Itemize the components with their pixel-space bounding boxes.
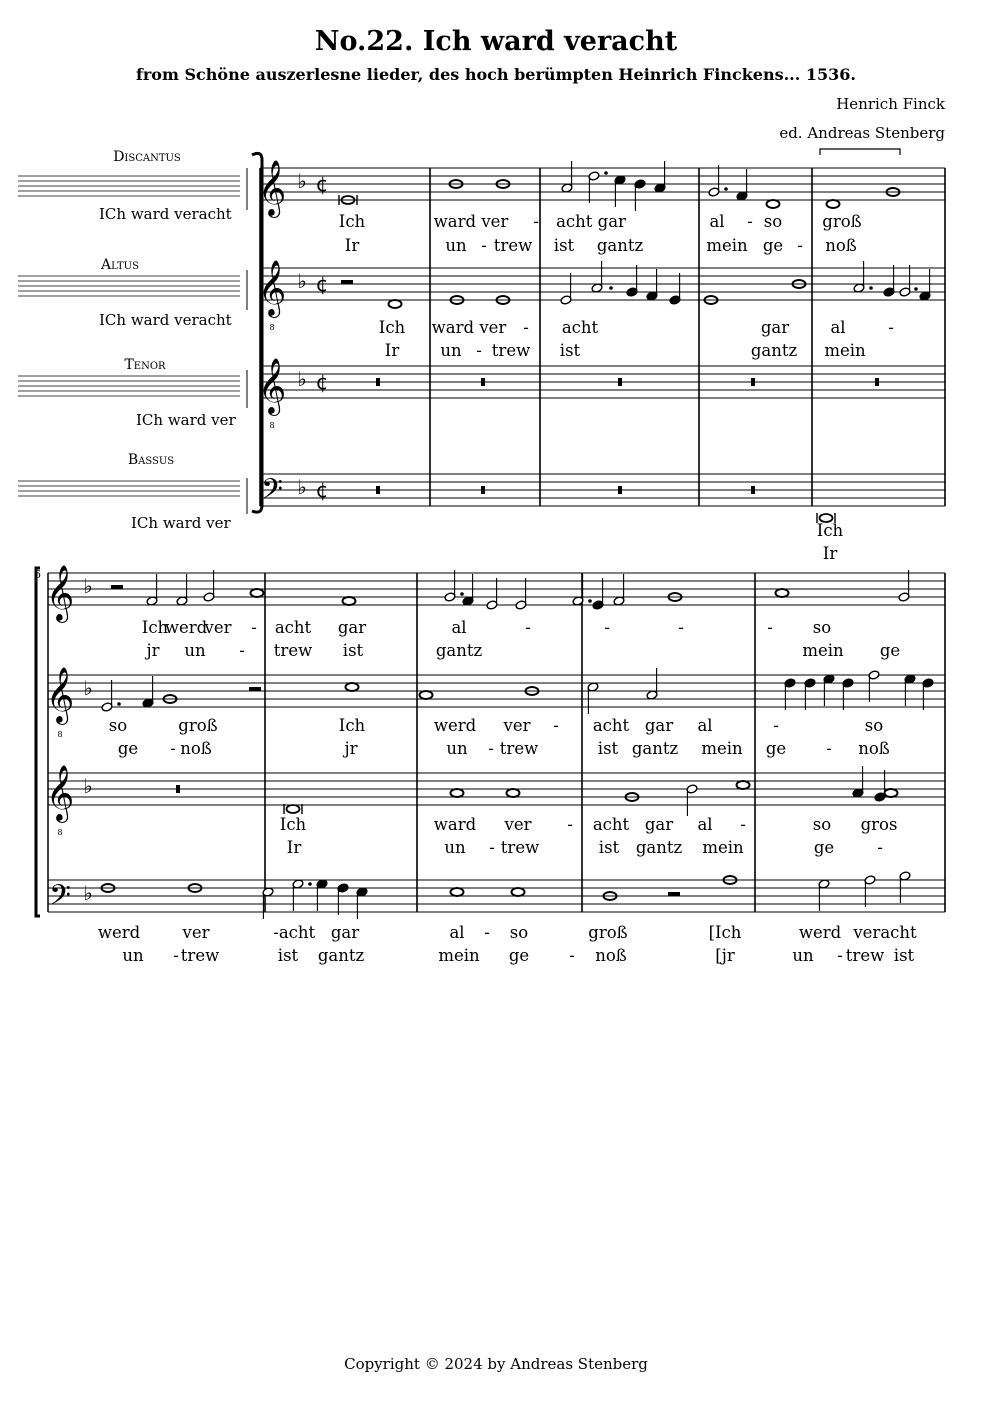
lyric-altus-v2: noß [858,739,890,758]
lyric-bassus-v1: al [449,923,465,942]
lyric-discantus-v2: jr [146,641,160,660]
lyric-discantus-v1: acht [274,618,312,637]
dot [914,287,918,291]
lyric-bassus-v2: un [792,946,814,965]
lyric-discantus-v2: - [481,236,487,255]
lyric-discantus-v2: - [797,236,803,255]
lyric-bassus-v1: veracht [853,923,917,942]
rest [341,280,353,284]
incipit-text-discantus: ICh ward veracht [99,205,232,223]
octave-mark: 8 [269,421,275,430]
rest [249,687,261,691]
incipit-name-discantus: Discantus [113,149,181,165]
octave-mark: 8 [269,323,275,332]
lyric-altus-v1: gar [644,716,674,735]
lyric-discantus-v1: - [678,618,684,637]
bass-clef: 𝄢 [49,879,71,919]
treble-clef: 𝄞 [257,160,287,216]
flat-sign: ♭ [297,269,307,293]
staff-lines [18,168,945,912]
lyric-bassus-v2: trew [845,946,885,965]
dot [609,286,613,290]
lyric-bassus-v2: ist [277,946,299,965]
note-head [251,589,264,597]
lyric-bassus-v1: - [273,923,279,942]
incipit-name-tenor: Tenor [124,357,166,373]
lyric-discantus-v1: - [251,618,257,637]
lyric-discantus-v1: acht gar [556,212,626,231]
system-bracket [36,568,40,916]
flat-sign: ♭ [297,475,307,499]
rest [176,785,180,793]
lyric-bassus-v1: - [484,923,490,942]
piece-subtitle: from Schöne auszerlesne lieder, des hoch berümpten Heinrich Finckens... 1536. [135,65,856,84]
lyric-bassus-v2: - [837,946,843,965]
lyric-tenor-v2: gantz [635,838,683,857]
lyric-discantus-v2: mein [802,641,844,660]
octave-mark: 8 [57,730,63,739]
lyric-discantus-v2: trew [493,236,533,255]
rest [376,486,380,494]
lyric-altus-v2: ge [117,739,139,758]
incipit-text-altus: ICh ward veracht [99,311,232,329]
lyric-altus-v2: jr [344,739,358,758]
flat-sign: ♭ [83,774,93,798]
lyric-bassus-v1: werd [798,923,842,942]
lyric-altus-v2: Ir [384,341,400,360]
lyric-discantus-v2: Ir [344,236,360,255]
editor-name: ed. Andreas Stenberg [779,124,945,142]
treble-clef: 𝄞 [257,358,287,414]
lyric-altus-v2: mein [824,341,866,360]
lyric-altus-v2: ge [765,739,787,758]
octave-mark: 8 [57,828,63,837]
lyric-bassus-v1: so [509,923,529,942]
treble-clef: 𝄞 [45,765,75,821]
incipit-labels [34,149,237,581]
cut-time-sign: ¢ [315,370,329,394]
lyric-discantus-v1: Ich [338,212,366,231]
lyric-tenor-v2: Ir [286,838,302,857]
lyric-discantus-v1: ver [204,618,232,637]
lyric-discantus-v2: noß [825,236,857,255]
flat-sign: ♭ [83,574,93,598]
lyric-altus-v1: so [864,716,884,735]
lyric-discantus-v1: - [747,212,753,231]
lyric-bassus-v2: ge [508,946,530,965]
note-head [346,683,359,691]
lyric-bassus-v1: ver [182,923,210,942]
dot [604,171,608,175]
lyric-discantus-v1: so [763,212,783,231]
lyric-bassus-v1: gar [330,923,360,942]
lyric-altus-v2: - [476,341,482,360]
lyric-discantus-v1: al [451,618,467,637]
copyright-notice: Copyright © 2024 by Andreas Stenberg [344,1355,648,1373]
lyric-altus-v2: - [170,739,176,758]
lyric-altus-v1: al [830,318,846,337]
lyric-tenor-v1: so [812,815,832,834]
treble-clef: 𝄞 [257,260,287,316]
lyric-discantus-v1: gar [337,618,367,637]
lyric-bassus-v1: werd [97,923,141,942]
lyric-bassus-v1: Ich [816,521,844,540]
lyric-altus-v2: trew [491,341,531,360]
note-head [451,789,464,797]
lyric-bassus-v2: mein [438,946,480,965]
lyric-discantus-v1: - [525,618,531,637]
lyric-tenor-v2: un [444,838,466,857]
note-head [507,789,520,797]
lyric-altus-v2: gantz [750,341,798,360]
lyric-tenor-v1: ward [433,815,477,834]
lyric-tenor-v1: - [567,815,573,834]
lyric-discantus-v2: ge [762,236,784,255]
lyric-tenor-v1: ver [504,815,532,834]
note-head [776,589,789,597]
dot [308,882,312,886]
note-head [737,781,750,789]
lyric-tenor-v2: trew [500,838,540,857]
lyric-tenor-v2: - [489,838,495,857]
lyric-altus-v2: ist [597,739,619,758]
note-head [343,597,356,605]
lyric-altus-v1: groß [178,716,218,735]
lyric-discantus-v1: Ich [141,618,169,637]
lyric-altus-v1: ver [503,716,531,735]
rest [668,892,680,896]
lyric-altus-v2: gantz [631,739,679,758]
bass-clef: 𝄢 [261,473,283,513]
lyric-discantus-v2: - [239,641,245,660]
rest [618,378,622,386]
flat-sign: ♭ [297,367,307,391]
lyric-discantus-v1: - [533,212,539,231]
note-head [420,691,433,699]
lyric-altus-v2: un [446,739,468,758]
lyric-bassus-v2: - [569,946,575,965]
lyric-bassus-v2: Ir [822,544,838,563]
lyric-altus-v1: werd [433,716,477,735]
rest [751,378,755,386]
rest [751,486,755,494]
note-head [451,888,464,896]
note-head [389,300,402,308]
lyric-altus-v2: trew [499,739,539,758]
lyric-discantus-v2: gantz [596,236,644,255]
dot [724,187,728,191]
lyric-tenor-v2: mein [702,838,744,857]
lyric-bassus-v1: acht [278,923,316,942]
lyric-discantus-v1: werd [164,618,208,637]
lyric-bassus-v2: ist [893,946,915,965]
lyric-discantus-v2: un [184,641,206,660]
lyric-discantus-v1: al [709,212,725,231]
lyric-tenor-v1: al [697,815,713,834]
incipit-name-bassus: Bassus [127,452,175,468]
dot [117,702,121,706]
rest [481,378,485,386]
dot [460,592,464,596]
lyric-altus-v1: - [553,716,559,735]
lyric-altus-v1: Ich [378,318,406,337]
ligature-bracket [820,149,900,155]
lyric-discantus-v2: ist [342,641,364,660]
lyric-bassus-v2: gantz [317,946,365,965]
lyric-tenor-v1: acht [592,815,630,834]
notation [46,149,934,919]
lyric-altus-v1: - [888,318,894,337]
lyric-altus-v2: noß [180,739,212,758]
cut-time-sign: ¢ [315,172,329,196]
lyric-bassus-v1: groß [588,923,628,942]
lyric-altus-v1: ward ver [431,318,507,337]
flat-sign: ♭ [83,881,93,905]
lyric-altus-v2: - [488,739,494,758]
note-head [512,888,525,896]
flat-sign: ♭ [297,169,307,193]
lyric-altus-v1: so [108,716,128,735]
lyric-discantus-v2: mein [706,236,748,255]
lyric-altus-v1: al [697,716,713,735]
lyric-discantus-v2: ist [553,236,575,255]
lyric-discantus-v1: - [767,618,773,637]
flat-sign: ♭ [83,676,93,700]
lyric-discantus-v1: groß [822,212,862,231]
note-head [767,200,780,208]
treble-clef: 𝄞 [45,667,75,723]
lyric-bassus-v2: [jr [715,946,735,965]
rest [481,486,485,494]
rest [111,585,123,589]
rest [618,486,622,494]
note-head [885,789,898,797]
lyric-tenor-v1: Ich [279,815,307,834]
lyric-tenor-v1: gar [644,815,674,834]
lyric-altus-v1: - [523,318,529,337]
rest [376,378,380,386]
lyric-bassus-v1: [Ich [708,923,742,942]
incipit-text-bassus: ICh ward ver [131,514,231,532]
lyric-altus-v2: ist [559,341,581,360]
note-head [827,200,840,208]
cut-time-sign: ¢ [315,478,329,502]
lyric-tenor-v2: ge [813,838,835,857]
lyric-tenor-v1: gros [860,815,898,834]
lyric-bassus-v2: noß [595,946,627,965]
lyric-tenor-v2: - [877,838,883,857]
dot [869,286,873,290]
lyric-altus-v1: gar [760,318,790,337]
lyric-altus-v1: acht [561,318,599,337]
lyric-discantus-v2: un [445,236,467,255]
lyric-bassus-v2: trew [180,946,220,965]
lyric-tenor-v2: ist [598,838,620,857]
lyric-discantus-v1: - [604,618,610,637]
lyric-tenor-v1: - [740,815,746,834]
lyric-discantus-v2: ge [879,641,901,660]
lyric-altus-v2: mein [701,739,743,758]
lyric-discantus-v1: ward ver [433,212,509,231]
incipit-name-altus: Altus [101,257,139,273]
lyric-bassus-v2: - [173,946,179,965]
measure-number: 6 [34,568,41,581]
lyric-bassus-v2: un [122,946,144,965]
rest [875,378,879,386]
dot [588,599,592,603]
treble-clef: 𝄞 [45,565,75,621]
lyric-altus-v2: un [440,341,462,360]
lyric-altus-v1: - [773,716,779,735]
lyric-altus-v1: acht [592,716,630,735]
lyric-discantus-v2: gantz [435,641,483,660]
note-head [287,805,300,813]
piece-title: No.22. Ich ward veracht [314,26,678,57]
cut-time-sign: ¢ [315,272,329,296]
lyric-discantus-v1: so [812,618,832,637]
lyric-discantus-v2: trew [273,641,313,660]
lyric-altus-v2: - [826,739,832,758]
lyric-altus-v1: Ich [338,716,366,735]
composer-name: Henrich Finck [836,95,945,113]
incipit-text-tenor: ICh ward ver [136,411,236,429]
